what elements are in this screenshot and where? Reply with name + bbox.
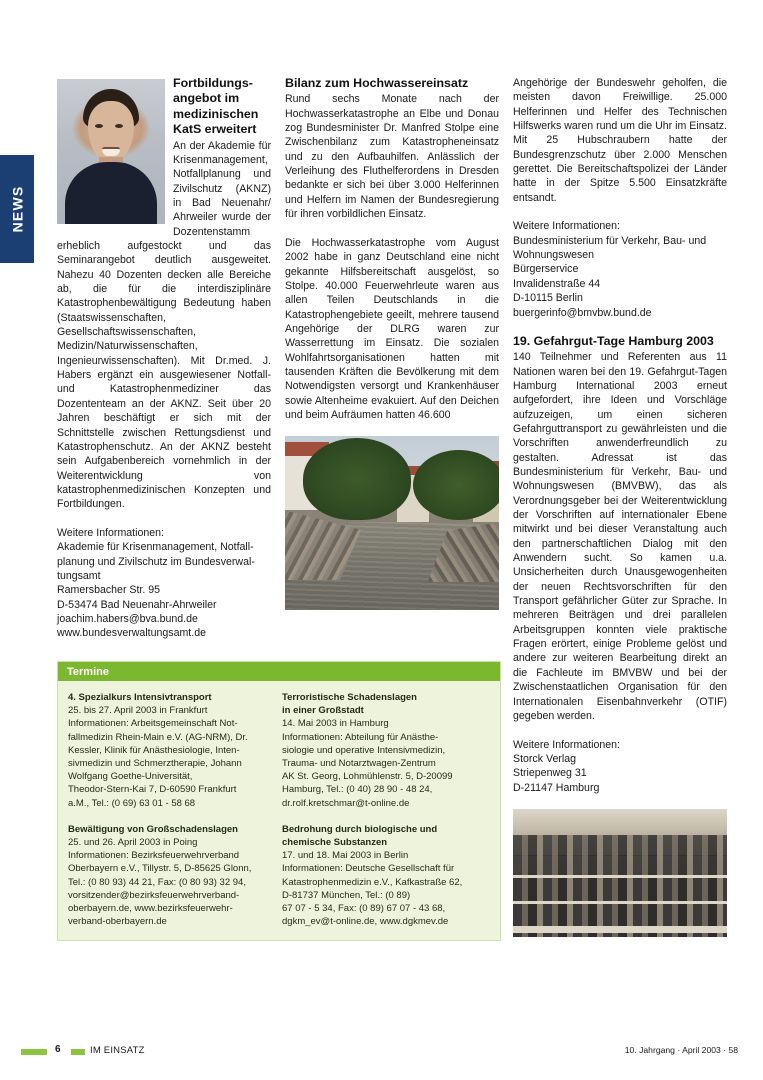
termine-column-right — [282, 691, 482, 928]
column-left — [57, 76, 271, 641]
article-1-contact-line-3: tungsamt — [57, 569, 101, 582]
termine-event-line: 17. und 18. Mai 2003 in Berlin — [282, 850, 409, 862]
termine-event — [282, 691, 482, 810]
termine-header — [58, 662, 500, 681]
article-1-contact-line-4: Ramersbacher Str. 95 — [57, 584, 161, 597]
termine-event-line: Oberbayern e.V., Tillystr. 5, D-85625 Glonn, — [68, 863, 252, 875]
article-3-headline: 19. Gefahrgut-Tage Hamburg 2003 — [513, 333, 714, 348]
footer-issue-info: 10. Jahrgang · April 2003 · 58 — [624, 1045, 738, 1055]
termine-event-line: 67 07 - 5 34, Fax: (0 89) 67 07 - 43 68, — [282, 903, 446, 915]
termine-event-line: Hamburg, Tel.: (0 40) 28 90 - 48 24, — [282, 784, 433, 796]
article-1-headline-line-3: medizinischen — [173, 106, 259, 121]
flood-photo-tree-right — [413, 450, 499, 520]
termine-event-line: Kessler, Klinik für Anästhesiologie, Inten- — [68, 744, 240, 756]
article-1-contact-heading: Weitere Informationen: — [57, 526, 164, 539]
article-1-contact-email[interactable]: joachim.habers@bva.bund.de — [57, 612, 198, 625]
termine-body — [58, 681, 500, 940]
article-3-body-1: 140 Teilnehmer und Referenten aus 11 Nationen waren bei den 19. Gefahrgut-Tagen Hamburg International 2003 erneut aufgefordert, ihre Ideen und Vorschläge aufzuzeigen, um einen sicheren Gefahrguttransport zu gewährleisten und die Vorschriften anwenderfreundlich zu gestalten. Adressat ist das Bundesministerium für Verkehr, Bau- und Wohnungswesen (BMVBW), das als Verordnungsgeber bei der Weiterentwicklung der Vorschriften auf internationaler Ebene mitwirkt und bei dieser Veranstaltung auch den partnerschaftlichen Dialog mit den Anwendern sucht. So kamen u.a. Unsicherheiten durch Unausgewogenheiten der neuen Rechtsvorschriften für den Transport gefährlicher Güter zur Sprache. In mehreren Beiträgen und drei parallelen Arbeitsgruppen konnten viele praktische Fragen erörtert, einige Probleme gelöst und andere zur weiteren Bearbeitung direkt an die Fachleute im BMVBW und bei der Zwischenstaatlichen Organisation für den Internationalen Eisenbahnverkehr (OTIF) gegeben werden. — [513, 351, 727, 722]
portrait-mouth — [102, 147, 120, 156]
article-3-contact-block — [513, 752, 727, 795]
footer-publication-title: IM EINSATZ — [90, 1045, 145, 1056]
section-tab-label: NEWS — [9, 185, 25, 233]
portrait-eye-right — [115, 124, 123, 128]
termine-column-left — [68, 691, 268, 928]
termine-event-line: siologie und operative Intensivmedizin, — [282, 744, 446, 756]
termine-event-line[interactable]: dr.rolf.kretschmar@t-online.de — [282, 797, 410, 809]
termine-event-line: Trauma- und Notarztwagen-Zentrum — [282, 758, 436, 770]
article-2-contact-block — [513, 234, 727, 320]
article-2-contact-line-3: Bürgerservice — [513, 263, 579, 276]
termine-event-line: sivmedizin und Schmerztherapie, Johann — [68, 758, 242, 770]
termine-event-title: chemische Substanzen — [282, 837, 388, 849]
termine-event — [282, 823, 482, 929]
termine-event-title: Bedrohung durch biologische und — [282, 823, 438, 835]
portrait-body — [65, 162, 157, 224]
article-2-body-2: Die Hochwasserkatastrophe vom August 2002 habe in ganz Deutschland eine nicht gekannte Hilfsbereitschaft ausgelöst, so Stolpe. 40.000 Feuerwehrleute waren aus allen Teilen Deutschlands in die Katastrophengebiete geeilt, mehrere tausend Angehörige der DLRG waren zur Wasserrettung im Einsatz. Die sozialen Wohlfahrtsorganisationen hatten mit tausenden Kräften die Bevölkerung mit dem Notwendigsten versorgt und Krankenhäuser sowie Altenheime evakuiert. Auf den Deichen und beim Aufräumen hatten 46.600 — [285, 236, 499, 421]
article-1-contact-line-1: Akademie für Krisenmanagement, Notfall- — [57, 541, 254, 554]
termine-event-line: Informationen: Arbeitsgemeinschaft Not- — [68, 718, 238, 730]
article-2-body-3: Angehörige der Bundeswehr geholfen, die meisten davon Freiwillige. 25.000 Helferinnen und Helfer des Technischen Hilfswerks waren rund um die Uhr im Einsatz. Mit 25 Hubschraubern hatte der Bundesgrenzschutz über 2.000 Menschen gerettet. Die Bereitschaftspolizei der Länder hatte in der Spitze 5.500 Einsatzkräfte entsandt. — [513, 77, 727, 204]
termine-box — [57, 661, 501, 941]
termine-header-label: Termine — [67, 665, 109, 678]
article-1-contact-line-5: D-53474 Bad Neuenahr-Ahrweiler — [57, 598, 217, 611]
flood-photo-tree-main — [303, 438, 411, 520]
article-2-contact-heading: Weitere Informationen: — [513, 220, 620, 233]
termine-event-line: 25. bis 27. April 2003 in Frankfurt — [68, 705, 208, 717]
article-2-contact-line-2: Wohnungswesen — [513, 249, 595, 262]
termine-event-line: AK St. Georg, Lohmühlenstr. 5, D-20099 — [282, 771, 453, 783]
termine-event-title: 4. Spezialkurs Intensivtransport — [68, 692, 212, 703]
termine-event-line: a.M., Tel.: (0 69) 63 01 - 58 68 — [68, 797, 196, 809]
termine-event — [68, 691, 268, 810]
termine-event-line: Informationen: Deutsche Gesellschaft für — [282, 863, 455, 875]
conference-photo-wall — [513, 809, 727, 837]
article-3-contact-line-1: Storck Verlag — [513, 752, 577, 765]
termine-event-title: in einer Großstadt — [282, 705, 364, 717]
article-1-headline-line-2: angebot im — [173, 91, 240, 106]
article-3-contact-line-2: Striepenweg 31 — [513, 767, 587, 780]
article-2-contact-email[interactable]: buergerinfo@bmvbw.bund.de — [513, 306, 652, 319]
article-1-contact-website[interactable]: www.bundesverwaltungsamt.de — [57, 627, 206, 640]
page-footer — [0, 1044, 763, 1066]
termine-event-line[interactable]: oberbayern.de, www.bezirksfeuerwehr- — [68, 903, 233, 915]
termine-event — [68, 823, 268, 929]
article-2-headline: Bilanz zum Hochwassereinsatz — [285, 76, 469, 90]
termine-event-line: Katastrophenmedizin e.V., Kafkastraße 62, — [282, 876, 463, 888]
article-3-contact-heading: Weitere Informationen: — [513, 738, 620, 751]
article-2-contact-line-1: Bundesministerium für Verkehr, Bau- und — [513, 234, 707, 247]
termine-event-line[interactable]: verband-oberbayern.de — [68, 916, 167, 928]
article-1-headline-line-4: KatS erweitert — [173, 122, 257, 137]
footer-rule-left — [21, 1049, 47, 1055]
column-middle — [285, 76, 499, 610]
footer-rule-mid — [71, 1049, 85, 1055]
portrait-eye-left — [95, 124, 103, 128]
article-1-contact-block — [57, 540, 271, 640]
termine-event-line[interactable]: vorsitzender@bezirksfeuerwehrverband- — [68, 889, 240, 901]
conference-photo-row-1 — [513, 835, 727, 857]
article-1-body: An der Akademie für Krisenmanagement, Notfallplanung und Zivilschutz (AKNZ) in Bad Neuenahr/ Ahrweiler wurde der Dozentenstamm erheblich aufgestockt und das Seminarangebot deutlich ausgeweitet. Nahezu 40 Dozenten decken alle Bereiche ab, die für die interdisziplinäre Katastrophenbewältigung Bedeutung haben (Staatswissenschaften, Gesellschaftswissenschaften, Medizin/Naturwissenschaften, Ingenieurwissenschaften). Mit Dr.med. J. Habers ergänzt ein ausgewiesener Notfall- und Katastrophenmediziner das Dozententeam an der AKNZ. Seit über 20 Jahren beschäftigt er sich mit der Schnittstelle zwischen Rettungsdienst und Katastrophenschutz. An der AKNZ besteht sein Aufgabenbereich vornehmlich in der Weiterentwicklung von katastrophenmedizinischen Konzepten und Fortbildungen. — [57, 139, 271, 511]
footer-page-number: 6 — [55, 1044, 61, 1055]
termine-event-line: 25. und 26. April 2003 in Poing — [68, 837, 198, 849]
termine-event-line: Informationen: Abteilung für Anästhe- — [282, 731, 439, 743]
portrait-photo-dozent — [57, 79, 165, 224]
termine-event-title: Bewältigung von Großschadenslagen — [68, 823, 238, 835]
article-1-contact-line-2: planung und Zivilschutz im Bundesverwal- — [57, 555, 255, 568]
article-2-contact-line-4: Invalidenstraße 44 — [513, 277, 601, 290]
termine-event-line[interactable]: dgkm_ev@t-online.de, www.dgkmev.de — [282, 916, 449, 928]
termine-event-line: Informationen: Bezirksfeuerwehrverband — [68, 850, 240, 862]
termine-event-line: D-81737 München, Tel.: (0 89) — [282, 889, 411, 901]
termine-event-line: Tel.: (0 80 93) 44 21, Fax: (0 80 93) 32 94, — [68, 876, 246, 888]
conference-audience-photo — [513, 809, 727, 937]
article-1-headline-line-1: Fortbildungs- — [173, 76, 253, 90]
termine-event-line: Theodor-Stern-Kai 7, D-60590 Frankfurt — [68, 784, 237, 796]
article-2-contact-line-5: D-10115 Berlin — [513, 292, 583, 305]
conference-photo-desk-3 — [513, 926, 727, 933]
termine-event-line: 14. Mai 2003 in Hamburg — [282, 718, 389, 730]
column-right — [513, 76, 727, 937]
termine-event-title: Terroristische Schadenslagen — [282, 692, 417, 703]
termine-event-line: Wolfgang Goethe-Universität, — [68, 771, 193, 783]
article-2-body-1: Rund sechs Monate nach der Hochwasserkatastrophe an Elbe und Donau zog Bundesminister Dr. Manfred Stolpe eine Zwischenbilanz zum Katastropheneinsatz und zu den Aufbauhilfen. Anlässlich der Verleihung des Fluthelferordens in Dresden bedankte er sich bei über 3.000 Helferinnen und Helfern im Namen der Bundesregierung für ihren vorbildlichen Einsatz. — [285, 93, 499, 221]
section-tab-news — [0, 155, 34, 263]
termine-event-line: fallmedizin Rhein-Main e.V. (AG-NRM), Dr. — [68, 731, 248, 743]
article-3-contact-line-3: D-21147 Hamburg — [513, 781, 600, 794]
flood-damage-photo — [285, 436, 499, 610]
